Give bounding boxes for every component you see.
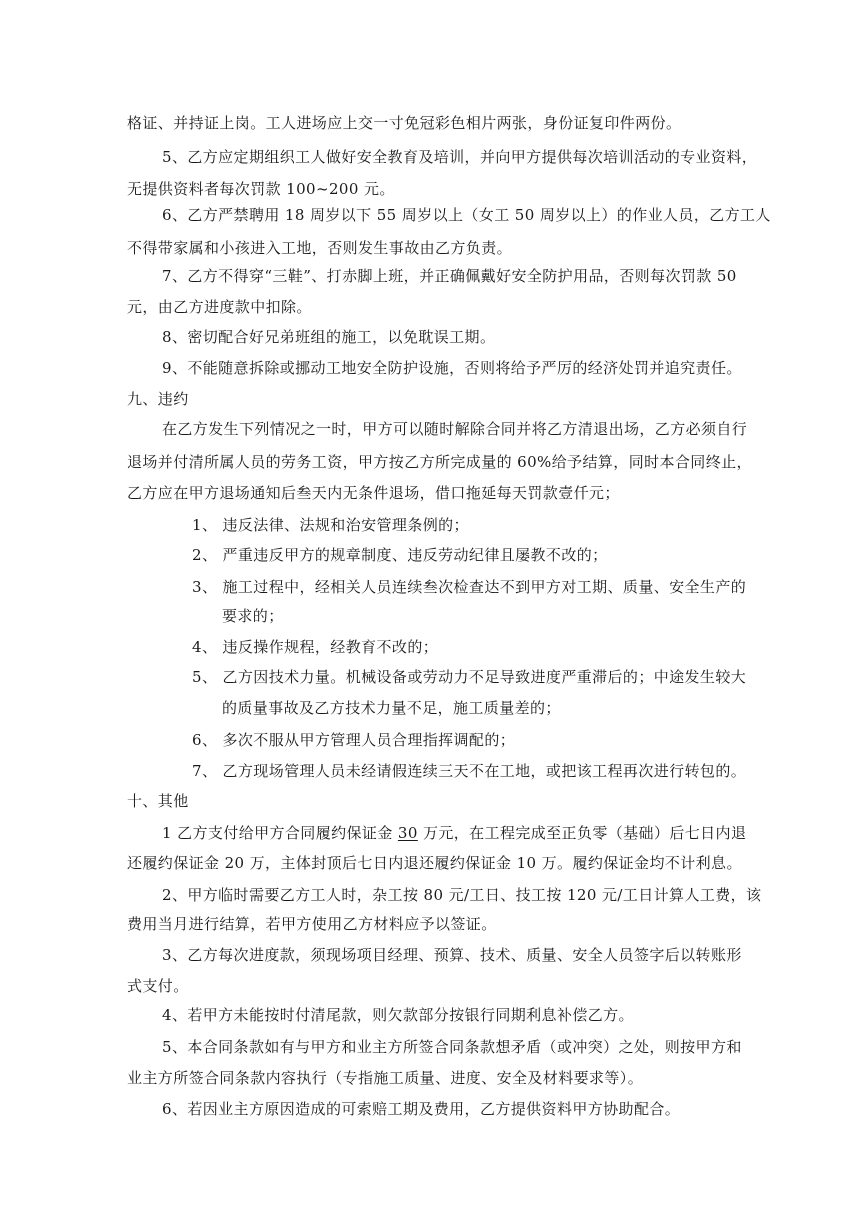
breach-intro-line-3: 乙方应在甲方退场通知后叁天内无条件退场，借口拖延每天罚款壹仟元； [127,484,620,502]
breach-item-1: 1、 违反法律、法规和治安管理条例的； [192,516,469,534]
other-clause-5-line-1: 5、本合同条款如有与甲方和业主方所签合同条款想矛盾（或冲突）之处，则按甲方和 [162,1038,742,1056]
other-clause-2-line-2: 费用当月进行结算，若甲方使用乙方材料应予以签证。 [127,915,497,933]
breach-item-2: 2、 严重违反甲方的规章制度、违反劳动纪律且屡教不改的； [192,546,608,564]
clause-6-line-1: 6、乙方严禁聘用 18 周岁以下 55 周岁以上（女工 50 周岁以上）的作业人员，乙方工人 [162,206,771,224]
clause-9-line: 9、不能随意拆除或挪动工地安全防护设施，否则将给予严厉的经济处罚并追究责任。 [162,359,742,377]
breach-item-7: 7、 乙方现场管理人员未经请假连续三天不在工地，或把该工程再次进行转包的。 [192,762,747,780]
clause-8-line: 8、密切配合好兄弟班组的施工，以免耽误工期。 [162,328,496,346]
section-heading-other: 十、其他 [127,792,189,810]
section-heading-breach: 九、违约 [127,390,189,408]
other-clause-1-line-1 [162,823,746,843]
other-clause-1-line-2: 还履约保证金 20 万，主体封顶后七日内退还履约保证金 10 万。履约保证金均不计利息。 [127,854,742,872]
other-clause-2-line-1: 2、甲方临时需要乙方工人时，杂工按 80 元/工日、技工按 120 元/工日计算人工费，该 [162,886,762,904]
other-clause-4-line: 4、若甲方未能按时付清尾款，则欠款部分按银行同期利息补偿乙方。 [162,1006,634,1024]
clause-6-line-2: 不得带家属和小孩进入工地，否则发生事故由乙方负责。 [127,239,513,257]
deposit-text-before: 1 乙方支付给甲方合同履约保证金 [162,824,398,842]
breach-item-5-line-2: 的质量事故及乙方技术力量不足，施工质量差的； [222,699,561,717]
clause-5-line-1: 5、乙方应定期组织工人做好安全教育及培训，并向甲方提供每次培训活动的专业资料， [162,148,758,166]
other-clause-3-line-1: 3、乙方每次进度款，须现场项目经理、预算、技术、质量、安全人员签字后以转账形 [162,946,742,964]
breach-intro-line-1: 在乙方发生下列情况之一时，甲方可以随时解除合同并将乙方清退出场，乙方必须自行 [162,420,748,438]
other-clause-5-line-2: 业主方所签合同条款内容执行（专指施工质量、进度、安全及材料要求等）。 [127,1069,644,1087]
breach-item-3-line-1: 3、 施工过程中，经相关人员连续叁次检查达不到甲方对工期、质量、安全生产的 [192,578,747,596]
breach-intro-line-2: 退场并付清所属人员的劳务工资，甲方按乙方所完成量的 60%给予结算，同时本合同终止， [127,453,752,471]
breach-item-5-line-1: 5、 乙方因技术力量。机械设备或劳动力不足导致进度严重滞后的；中途发生较大 [192,668,747,686]
other-clause-3-line-2: 式支付。 [127,977,189,995]
clause-7-line-1: 7、乙方不得穿“三鞋”、打赤脚上班，并正确佩戴好安全防护用品，否则每次罚款 50 [162,267,737,285]
breach-item-3-line-2: 要求的； [222,607,284,625]
deposit-amount: 30 [397,824,418,842]
clause-5-line-2: 无提供资料者每次罚款 100~200 元。 [127,180,395,198]
deposit-text-after: 万元，在工程完成至正负零（基础）后七日内退 [417,824,747,842]
paragraph-line: 格证、并持证上岗。工人进场应上交一寸免冠彩色相片两张，身份证复印件两份。 [127,114,682,132]
breach-item-6: 6、 多次不服从甲方管理人员合理指挥调配的； [192,731,516,749]
other-clause-6-line: 6、若因业主方原因造成的可索赔工期及费用，乙方提供资料甲方协助配合。 [162,1100,681,1118]
breach-item-4: 4、 违反操作规程，经教育不改的； [192,638,439,656]
clause-7-line-2: 元，由乙方进度款中扣除。 [127,298,312,316]
